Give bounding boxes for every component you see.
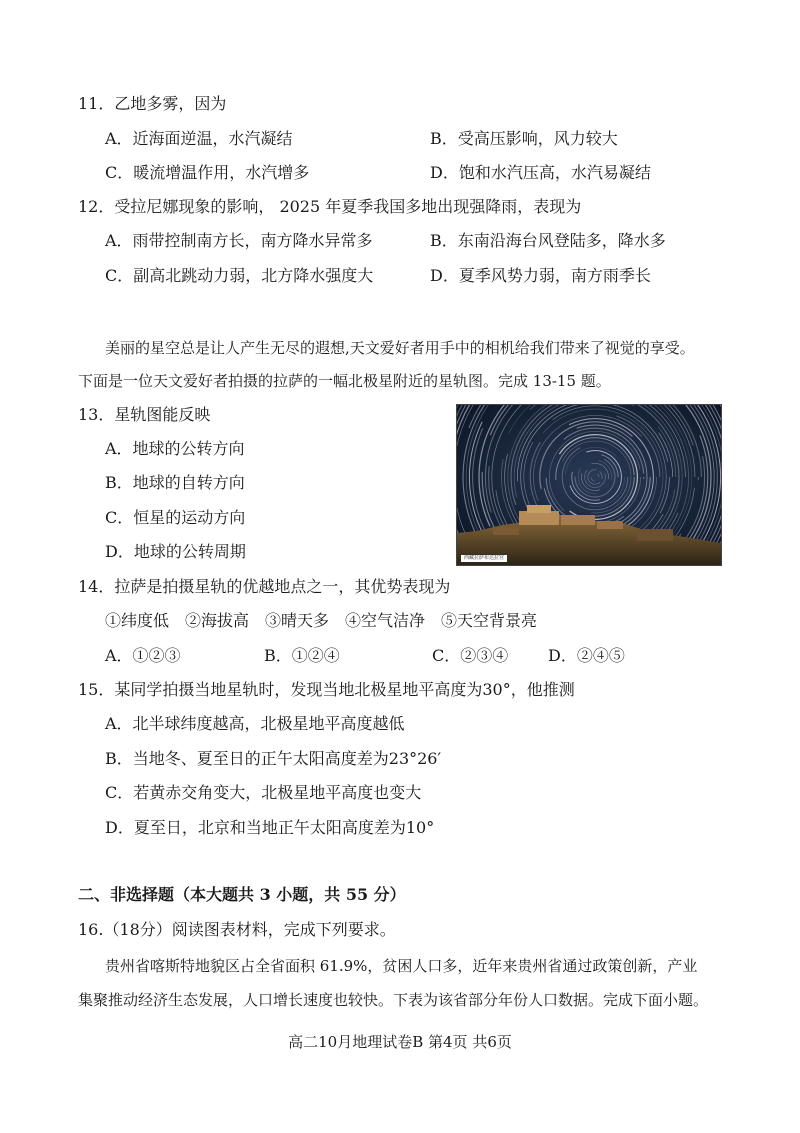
q14-option-d: D．②④⑤: [548, 646, 625, 665]
q12-option-a: A．雨带控制南方长，南方降水异常多: [105, 231, 373, 250]
q13-option-a: A．地球的公转方向: [105, 439, 245, 458]
q15-option-d: D．夏至日，北京和当地正午太阳高度差为10°: [105, 818, 435, 837]
section2-title: 二、非选择题（本大题共 3 小题，共 55 分）: [78, 885, 406, 904]
q15-option-a: A．北半球纬度越高，北极星地平高度越低: [105, 714, 405, 733]
q13-option-d: D．地球的公转周期: [105, 542, 246, 561]
q11-option-d: D．饱和水汽压高，水汽易凝结: [430, 163, 651, 182]
intro-line-2: 下面是一位天文爱好者拍摄的拉萨的一幅北极星附近的星轨图。完成 13-15 题。: [78, 372, 611, 390]
photo-caption: 西藏拉萨布达拉宫: [461, 555, 507, 562]
q14-items: ①纬度低 ②海拔高 ③晴天多 ④空气洁净 ⑤天空背景亮: [105, 611, 538, 630]
q11-option-c: C．暖流增温作用，水汽增多: [105, 163, 310, 182]
q12-option-c: C．副高北跳动力弱，北方降水强度大: [105, 266, 374, 285]
page-footer: 高二10月地理试卷B 第4页 共6页: [288, 1033, 512, 1051]
q15-stem: 15．某同学拍摄当地星轨时，发现当地北极星地平高度为30°，他推测: [78, 680, 575, 699]
q12-option-d: D．夏季风势力弱，南方雨季长: [430, 266, 651, 285]
q15-option-c: C．若黄赤交角变大，北极星地平高度也变大: [105, 783, 422, 802]
q11-stem: 11．乙地多雾，因为: [78, 94, 227, 113]
q14-option-a: A．①②③: [105, 646, 181, 665]
q16-stem: 16.（18分）阅读图表材料，完成下列要求。: [78, 920, 396, 939]
q14-option-b: B．①②④: [264, 646, 340, 665]
q11-option-a: A．近海面逆温，水汽凝结: [105, 129, 293, 148]
q12-stem: 12．受拉尼娜现象的影响， 2025 年夏季我国多地出现强降雨，表现为: [78, 197, 582, 216]
q14-stem: 14．拉萨是拍摄星轨的优越地点之一，其优势表现为: [78, 577, 451, 596]
q15-option-b: B．当地冬、夏至日的正午太阳高度差为23°26′: [105, 749, 442, 768]
star-trail-image: [457, 405, 721, 565]
q16-para-line-1: 贵州省喀斯特地貌区占全省面积 61.9%，贫困人口多，近年来贵州省通过政策创新，产业: [105, 957, 698, 975]
star-trail-photo: [456, 404, 722, 566]
q14-option-c: C．②③④: [432, 646, 509, 665]
q12-option-b: B．东南沿海台风登陆多，降水多: [430, 231, 666, 250]
q13-stem: 13．星轨图能反映: [78, 405, 211, 424]
q16-para-line-2: 集聚推动经济生态发展，人口增长速度也较快。下表为该省部分年份人口数据。完成下面小题。: [78, 991, 709, 1009]
q11-option-b: B．受高压影响，风力较大: [430, 129, 618, 148]
q13-option-c: C．恒星的运动方向: [105, 508, 246, 527]
q13-option-b: B．地球的自转方向: [105, 473, 245, 492]
intro-line-1: 美丽的星空总是让人产生无尽的遐想,天文爱好者用手中的相机给我们带来了视觉的享受。: [105, 339, 695, 357]
